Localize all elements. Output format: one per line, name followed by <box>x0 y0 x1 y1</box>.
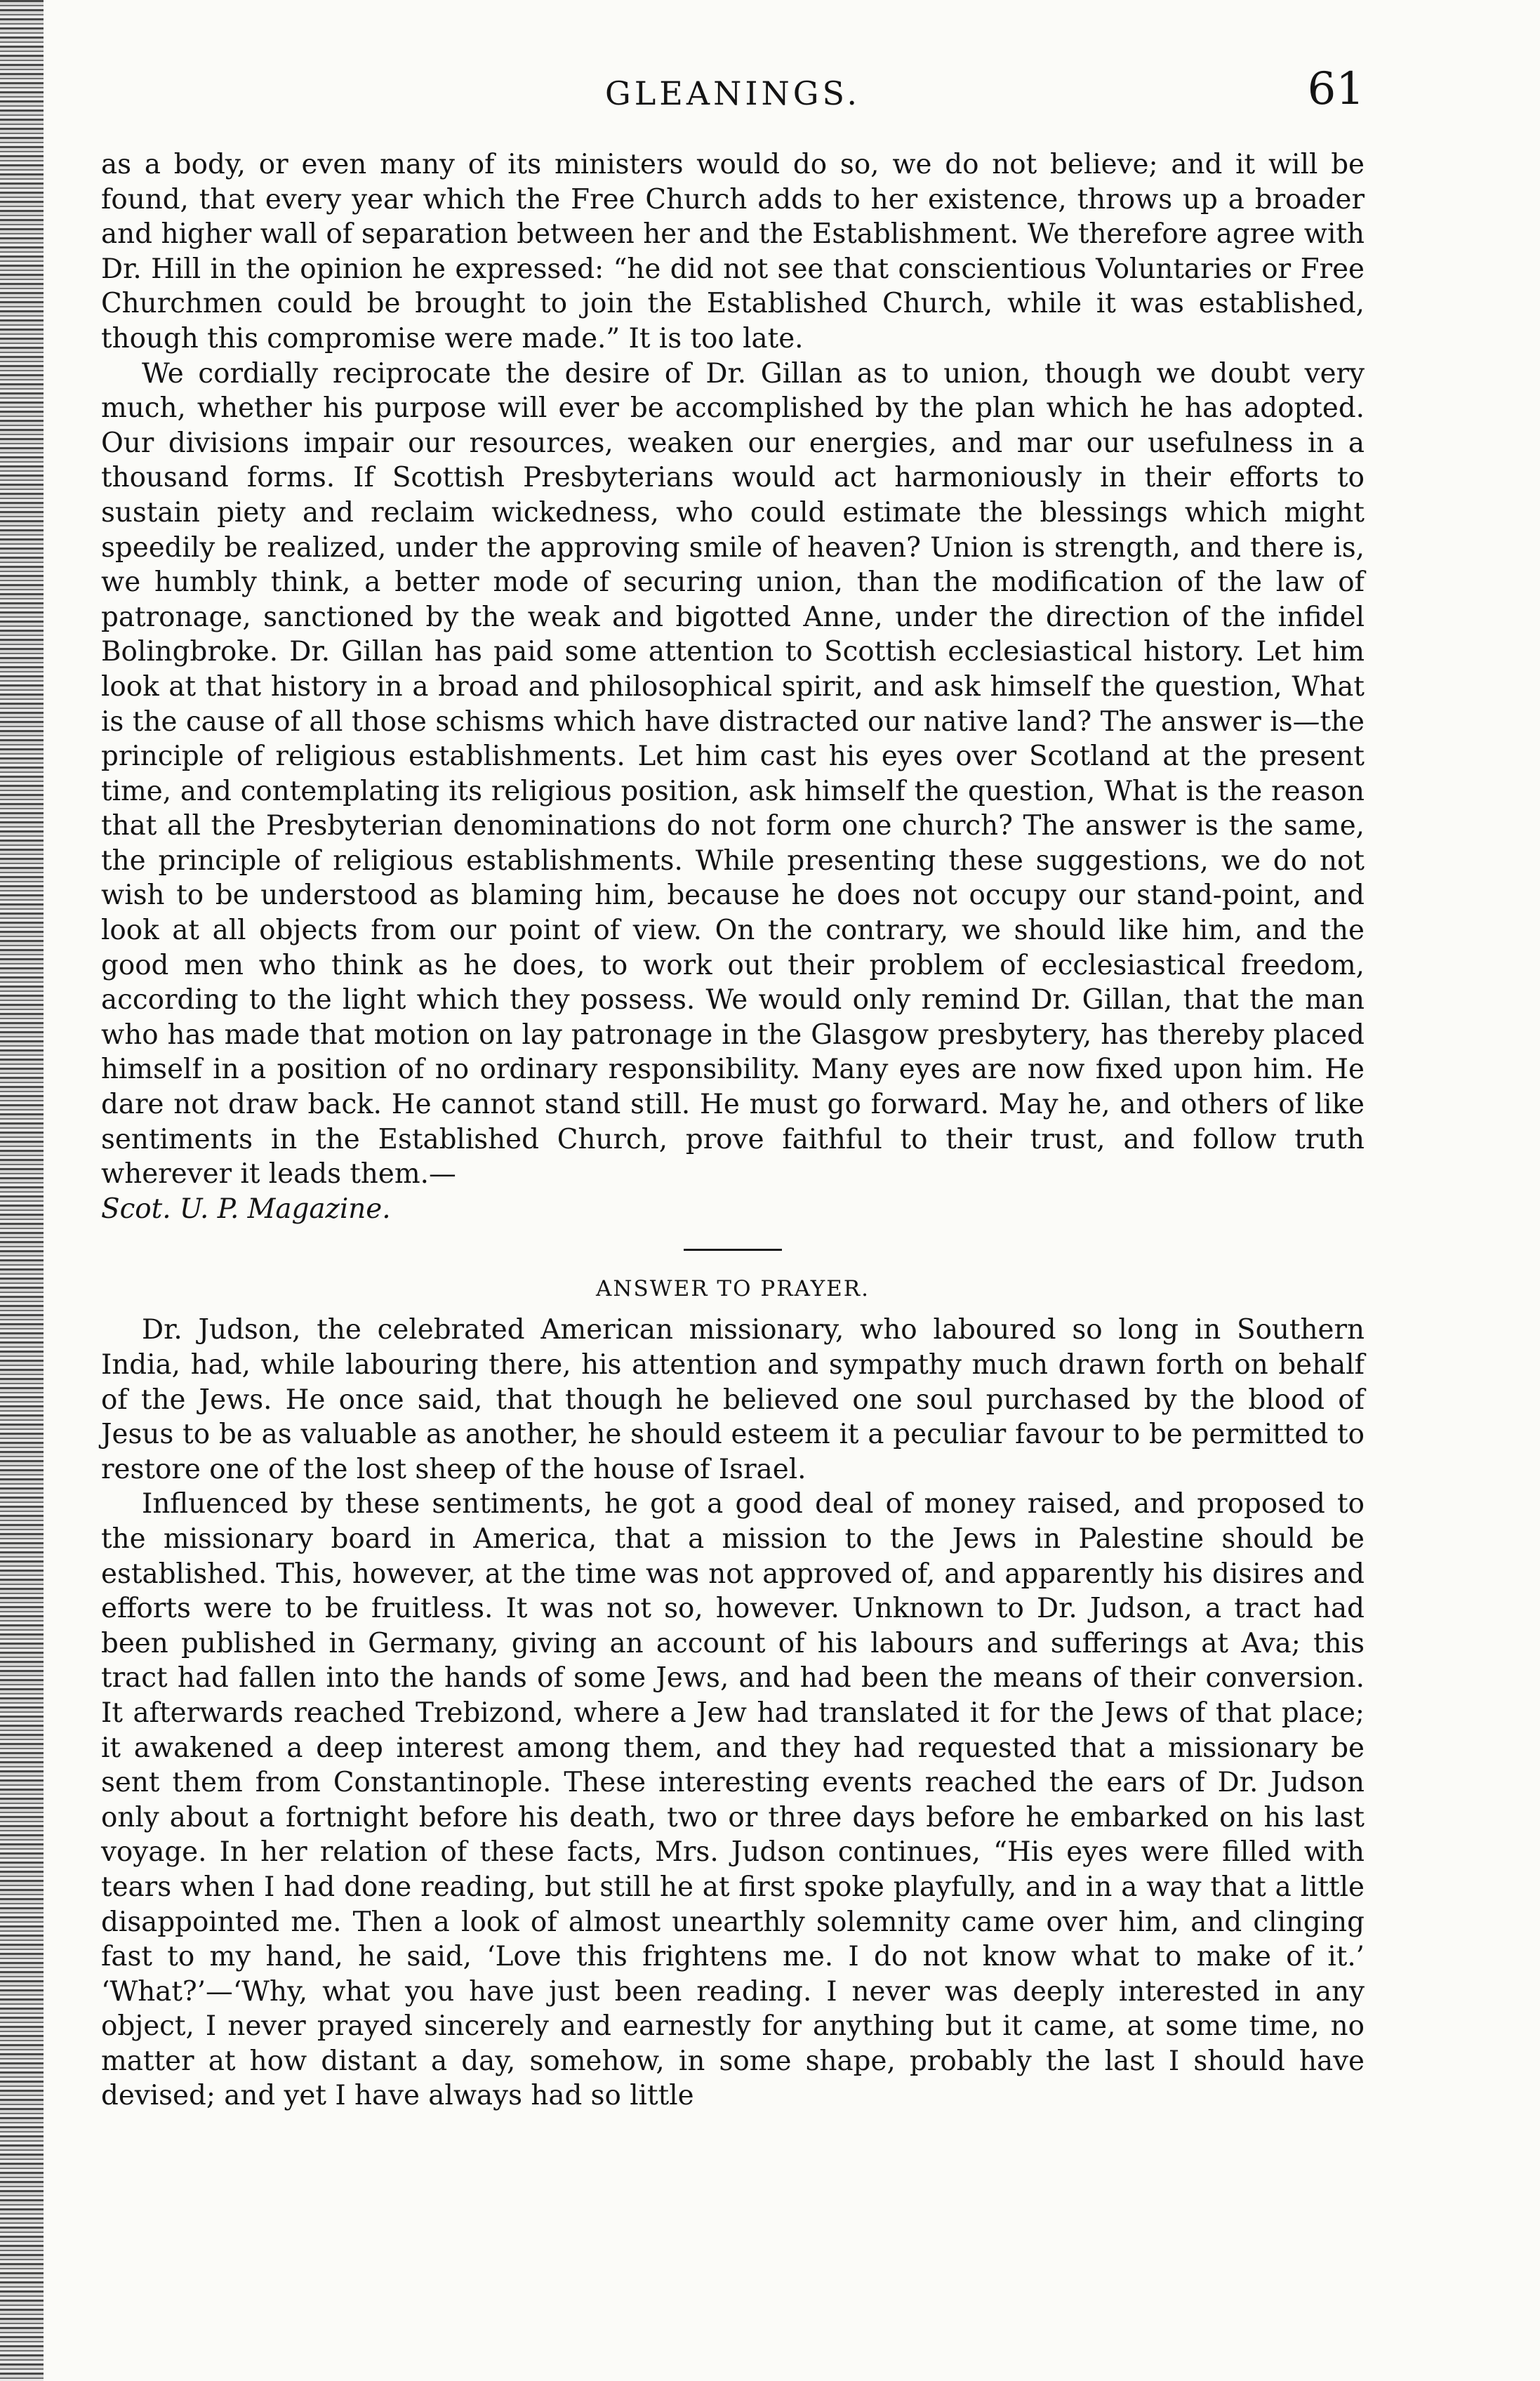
running-title: GLEANINGS. <box>604 74 861 112</box>
paragraph: Influenced by these sentiments, he got a good deal of money raised, and proposed to the missionary board in America, that a mission to the Jews in Palestine should be established. This, however, at the time was not approved of, and apparently his disires and efforts were to be fruitless. It was not so, however. Unknown to Dr. Judson, a tract had been published in Germany, giving an account of his labours and sufferings at Ava; this tract had fallen into the hands of some Jews, and had been the means of their conversion. It afterwards reached Trebizond, where a Jew had translated it for the Jews of that place; it awakened a deep interest among them, and they had requested that a missionary be sent them from Constantinople. These interesting events reached the ears of Dr. Judson only about a fortnight before his death, two or three days before he embarked on his last voyage. In her relation of these facts, Mrs. Judson continues, “His eyes were filled with tears when I had done reading, but still he at first spoke playfully, and in a way that a little disappointed me. Then a look of almost unearthly solemnity came over him, and clinging fast to my hand, he said, ‘Love this frightens me. I do not know what to make of it.’ ‘What?’—‘Why, what you have just been reading. I never was deeply interested in any object, I never prayed sincerely and earnestly for anything but it came, at some time, no matter at how distant a day, somehow, in some shape, probably the last I should have devised; and yet I have always had so little <box>101 1488 1365 2112</box>
page-number: 61 <box>1307 63 1365 115</box>
article-gleanings <box>101 147 1365 1226</box>
source-attribution: Scot. U. P. Magazine. <box>101 1193 391 1225</box>
article-answer-to-prayer <box>101 1313 1365 2114</box>
section-divider <box>684 1249 782 1251</box>
running-head <box>101 63 1365 147</box>
section-heading: ANSWER TO PRAYER. <box>595 1276 870 1302</box>
paragraph: We cordially reciprocate the desire of Dr. Gillan as to union, though we doubt very much, whether his purpose will ever be accomplished by the plan which he has adopted. Our divisions impair our resources, weaken our energies, and mar our usefulness in a thousand forms. If Scottish Presbyterians would act harmoniously in their efforts to sustain piety and reclaim wickedness, who could estimate the blessings which might speedily be realized, under the approving smile of heaven? Union is strength, and there is, we humbly think, a better mode of securing union, than the modification of the law of patronage, sanctioned by the weak and bigotted Anne, under the direction of the infidel Bolingbroke. Dr. Gillan has paid some attention to Scottish ecclesiastical history. Let him look at that history in a broad and philosophical spirit, and ask himself the question, What is the cause of all those schisms which have distracted our native land? The answer is—the principle of religious establishments. Let him cast his eyes over Scotland at the present time, and contemplating its religious position, ask himself the question, What is the reason that all the Presbyterian denominations do not form one church? The answer is the same, the principle of religious establishments. While presenting these suggestions, we do not wish to be understood as blaming him, because he does not occupy our stand-point, and look at all objects from our point of view. On the contrary, we should like him, and the good men who think as he does, to work out their problem of ecclesiastical freedom, according to the light which they possess. We would only remind Dr. Gillan, that the man who has made that motion on lay patronage in the Glasgow presbytery, has thereby placed himself in a position of no ordinary responsibility. Many eyes are now fixed upon him. He dare not draw back. He cannot stand still. He must go forward. May he, and others of like sentiments in the Established Church, prove faithful to their trust, and follow truth wherever it leads them.— <box>101 357 1365 1190</box>
page-binding-edge <box>0 0 44 2381</box>
paragraph: as a body, or even many of its ministers would do so, we do not believe; and it will be found, that every year which the Free Church adds to her existence, throws up a broader and higher wall of separation between her and the Establishment. We therefore agree with Dr. Hill in the opinion he expressed: “he did not see that conscientious Voluntaries or Free Churchmen could be brought to join the Established Church, while it was established, though this compromise were made.” It is too late. <box>101 149 1365 354</box>
paragraph: Dr. Judson, the celebrated American missionary, who laboured so long in Southern India, had, while labouring there, his attention and sympathy much drawn forth on behalf of the Jews. He once said, that though he believed one soul purchased by the blood of Jesus to be as valuable as another, he should esteem it a peculiar favour to be permitted to restore one of the lost sheep of the house of Israel. <box>101 1314 1365 1485</box>
page <box>101 63 1365 2114</box>
